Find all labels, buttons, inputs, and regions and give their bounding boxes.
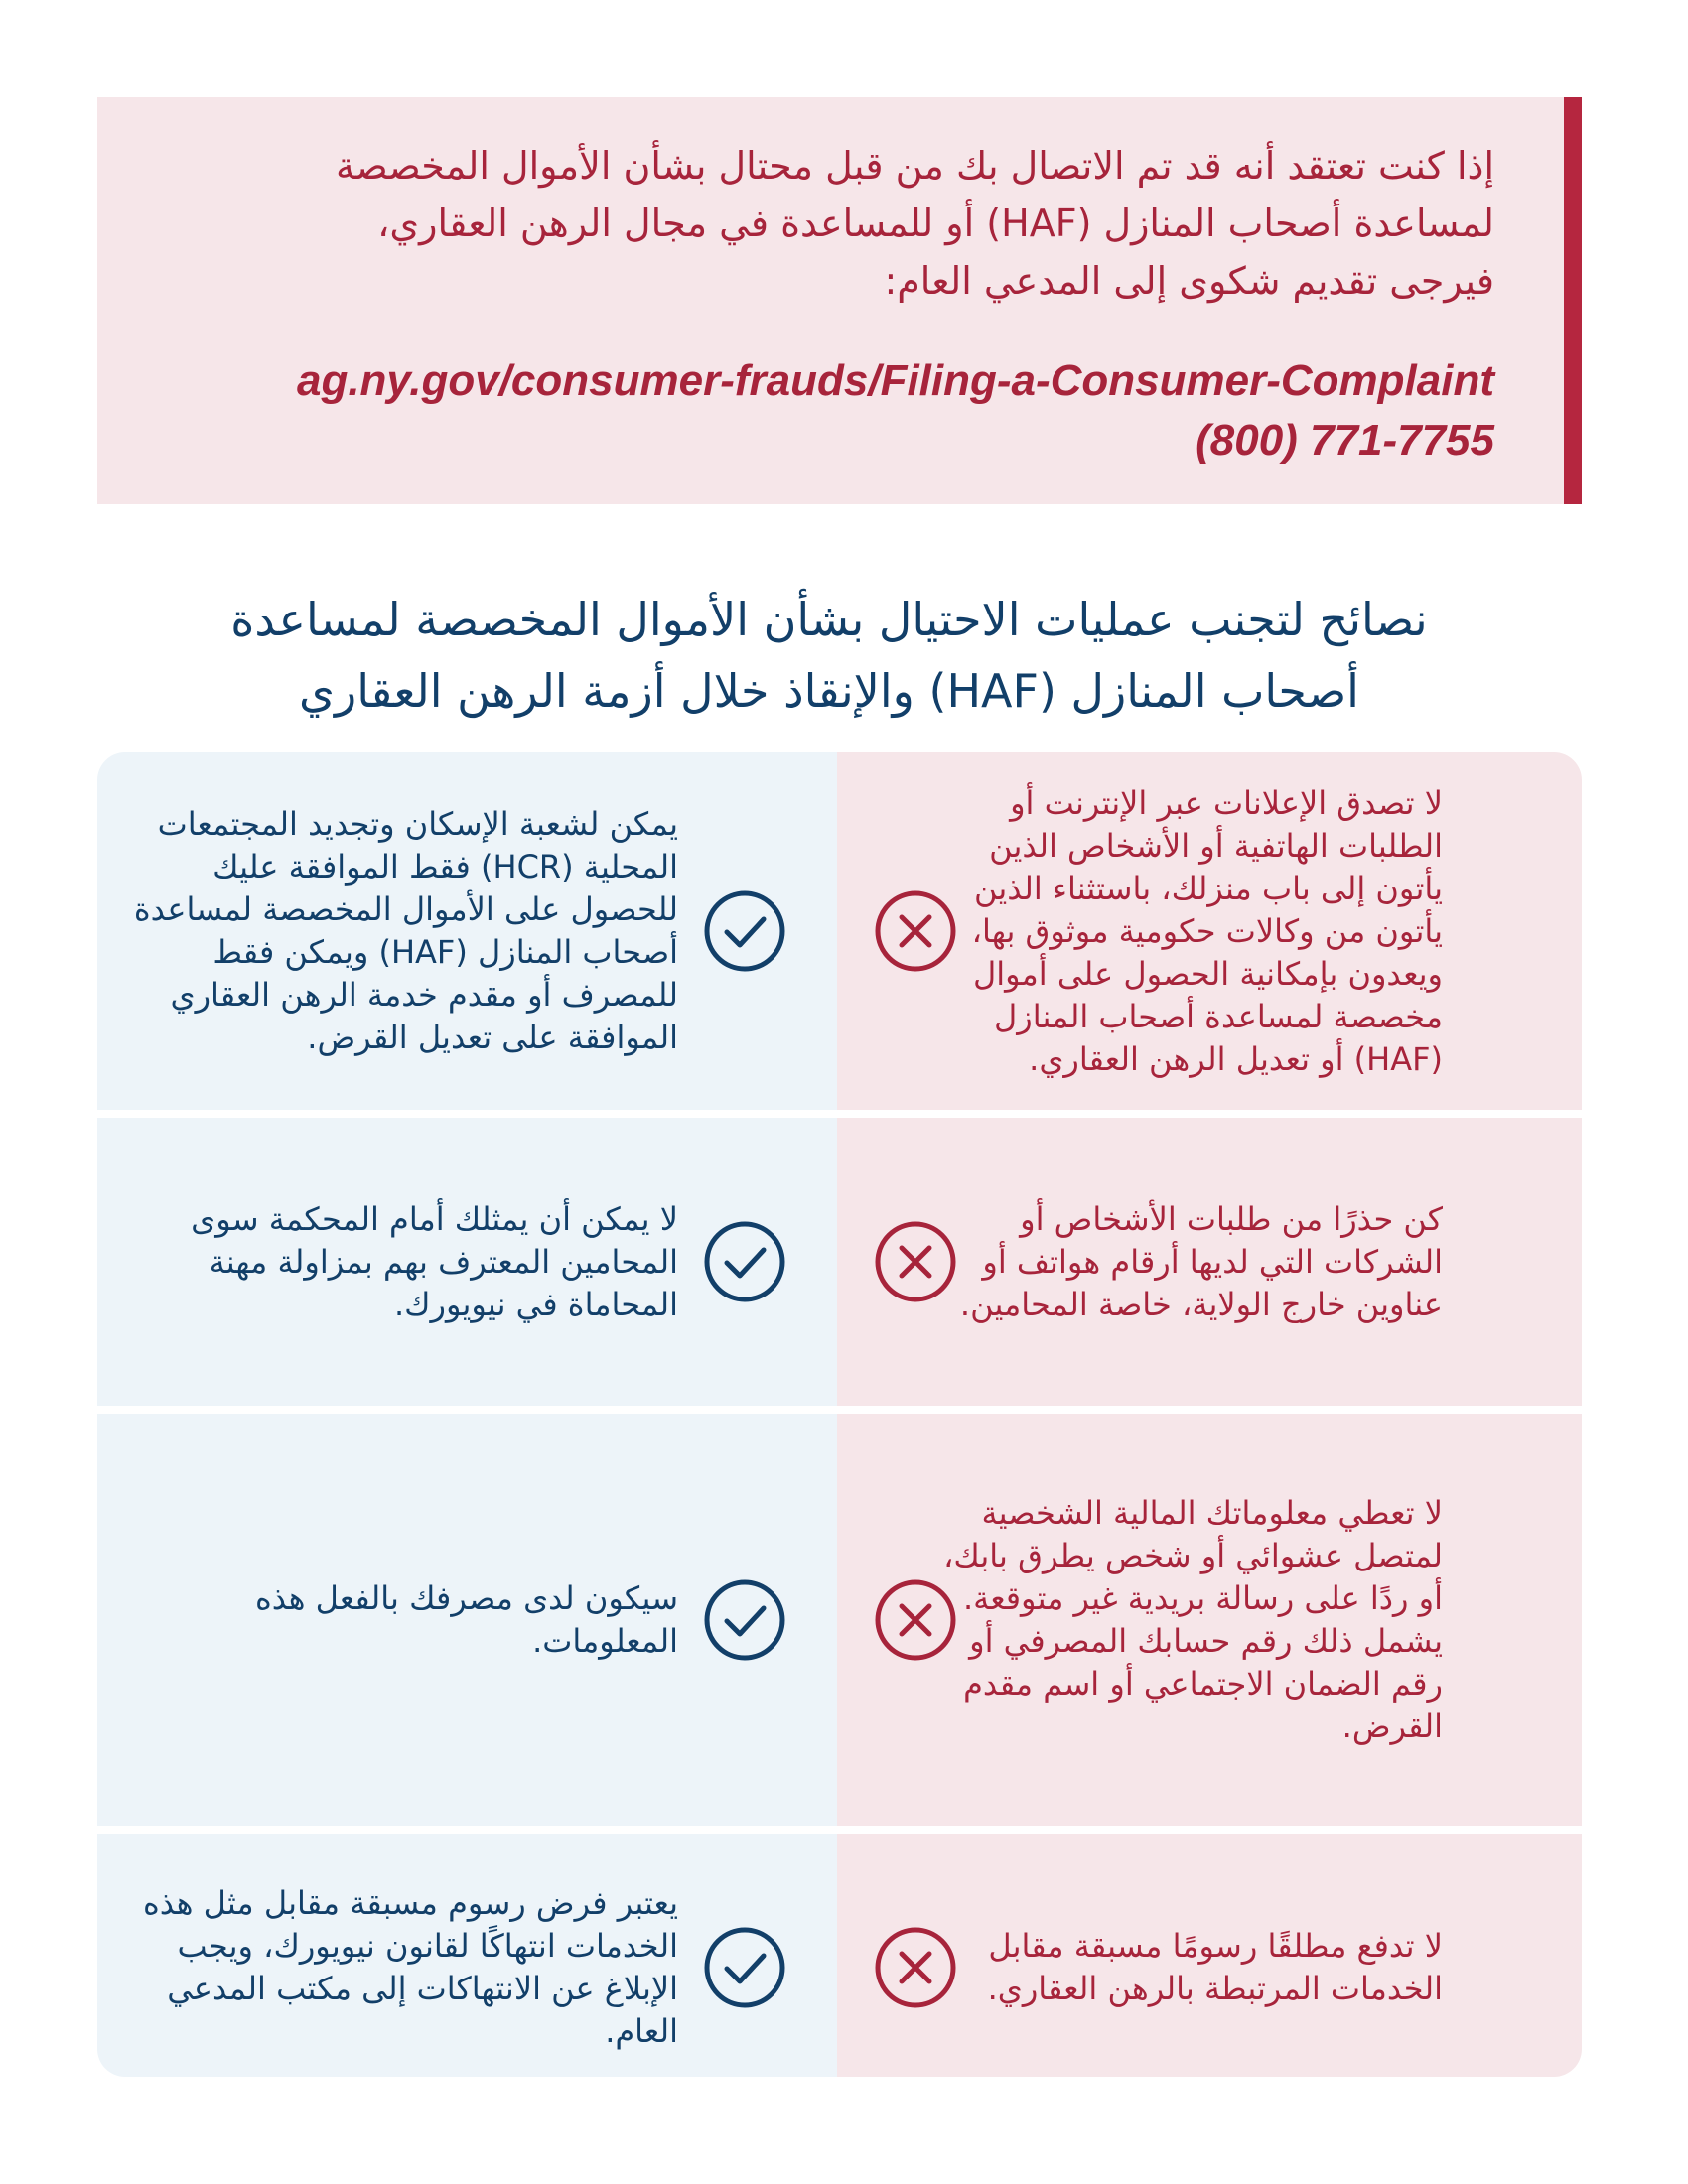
callout-line: لمساعدة أصحاب المنازل (HAF) أو للمساعدة في مجال الرهن العقاري، bbox=[377, 202, 1494, 245]
tip-dont-cell bbox=[837, 752, 1582, 1110]
tip-do-text: لا يمكن أن يمثلك أمام المحكمة سوى المحامين المعترف بهم بمزاولة مهنة المحاماة في نيويورك. bbox=[191, 1199, 678, 1323]
tip-do-cell bbox=[97, 1118, 837, 1406]
tips-grid bbox=[97, 752, 1582, 2077]
tip-do-cell bbox=[97, 1834, 837, 2077]
tip-dont-cell bbox=[837, 1118, 1582, 1406]
tip-dont-text: لا تدفع مطلقًا رسومًا مسبقة مقابل الخدمات المرتبطة بالرهن العقاري. bbox=[987, 1926, 1443, 2007]
tip-dont-text: لا تعطي معلوماتك المالية الشخصية لمتصل عشوائي أو شخص يطرق بابك، أو ردًا على رسالة بريدية غير متوقعة. يشمل ذلك رقم حسابك المصرفي أو رقم الضمان الاجتماعي أو اسم مقدم القرض. bbox=[943, 1493, 1443, 1745]
check-circle-icon bbox=[702, 888, 787, 974]
callout-text bbox=[187, 137, 1494, 310]
complaint-link[interactable]: ag.ny.gov/consumer-frauds/Filing-a-Consumer-Complaint bbox=[296, 356, 1494, 405]
tip-dont-cell bbox=[837, 1834, 1582, 2077]
check-circle-icon bbox=[702, 1219, 787, 1304]
heading-line: أصحاب المنازل (HAF) والإنقاذ خلال أزمة الرهن العقاري bbox=[299, 664, 1359, 718]
callout-line: إذا كنت تعتقد أنه قد تم الاتصال بك من قبل محتال بشأن الأموال المخصصة bbox=[336, 144, 1494, 188]
tip-do-text: يمكن لشعبة الإسكان وتجديد المجتمعات المحلية (HCR) فقط الموافقة عليك للحصول على الأموال المخصصة لمساعدة أصحاب المنازل (HAF) ويمكن فقط للمصرف أو مقدم خدمة الرهن العقاري الموافقة على تعديل القرض. bbox=[133, 805, 678, 1056]
tip-dont-cell bbox=[837, 1414, 1582, 1826]
tip-do-cell bbox=[97, 1414, 837, 1826]
page-heading bbox=[109, 584, 1549, 727]
tip-do-text: يعتبر فرض رسوم مسبقة مقابل مثل هذه الخدمات انتهاكًا لقانون نيويورك، ويجب الإبلاغ عن الانتهاكات إلى مكتب المدعي العام. bbox=[143, 1883, 678, 2050]
check-circle-icon bbox=[702, 1925, 787, 2010]
check-circle-icon bbox=[702, 1577, 787, 1663]
complaint-phone[interactable]: (800) 771-7755 bbox=[1196, 416, 1494, 465]
scam-report-callout bbox=[97, 97, 1582, 504]
callout-line: فيرجى تقديم شكوى إلى المدعي العام: bbox=[884, 259, 1494, 303]
tip-dont-text: لا تصدق الإعلانات عبر الإنترنت أو الطلبات الهاتفية أو الأشخاص الذين يأتون إلى باب منزلك، باستثناء الذين يأتون من وكالات حكومية موثوق بها، ويعدون بإمكانية الحصول على أموال مخصصة لمساعدة أصحاب المنازل (HAF) أو تعديل الرهن العقاري. bbox=[971, 783, 1443, 1078]
heading-line: نصائح لتجنب عمليات الاحتيال بشأن الأموال المخصصة لمساعدة bbox=[230, 593, 1428, 646]
tip-dont-text: كن حذرًا من طلبات الأشخاص أو الشركات التي لديها أرقام هواتف أو عناوين خارج الولاية، خاصة المحامين. bbox=[959, 1199, 1443, 1323]
tip-do-cell bbox=[97, 752, 837, 1110]
tip-do-text: سيكون لدى مصرفك بالفعل هذه المعلومات. bbox=[255, 1578, 678, 1660]
